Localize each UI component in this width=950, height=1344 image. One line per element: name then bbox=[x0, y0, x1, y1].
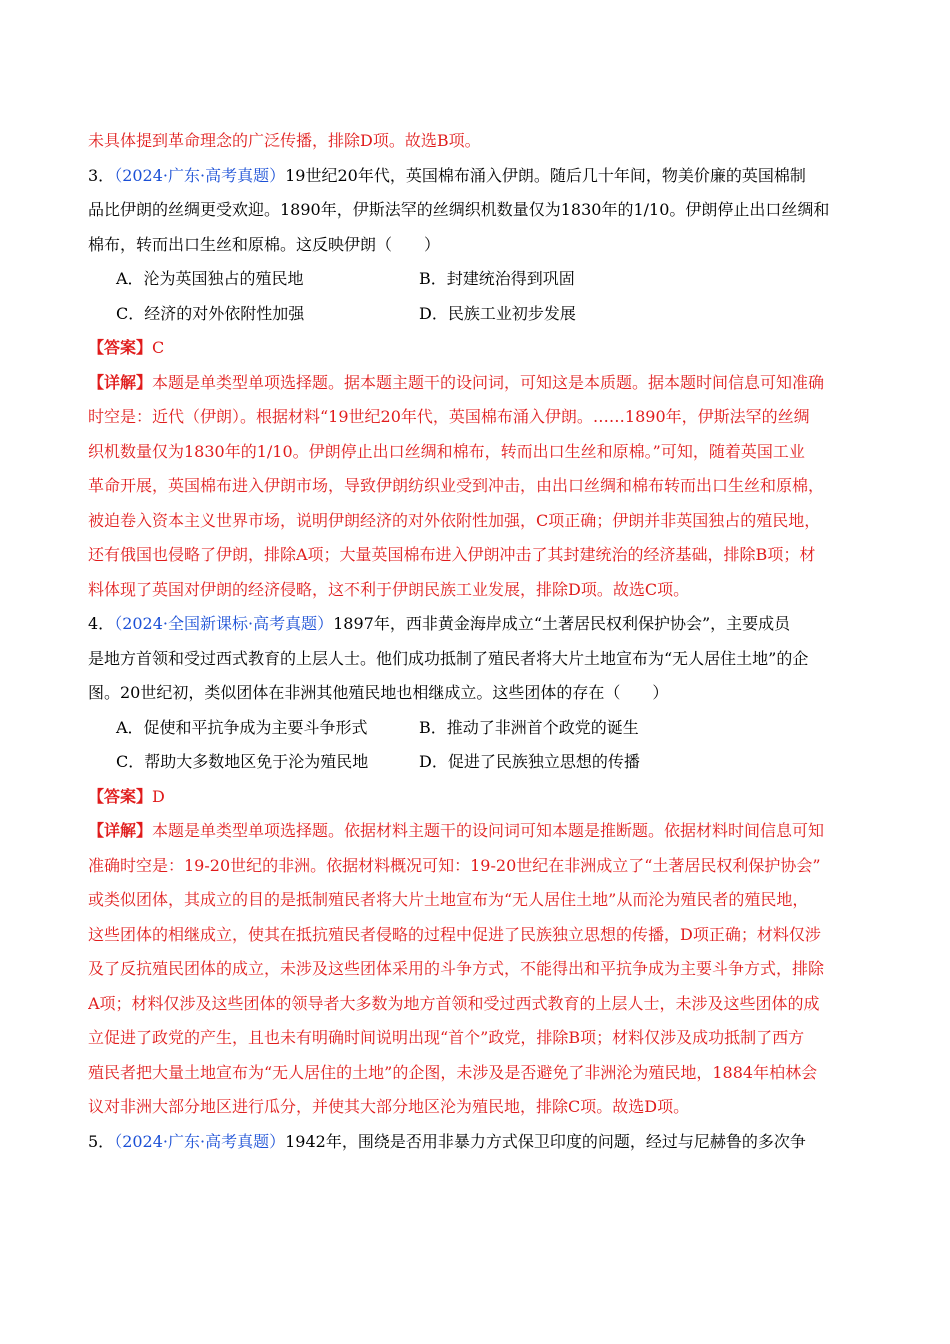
question-number: 3． bbox=[88, 165, 115, 185]
question-stem-line: 图。20世纪初，类似团体在非洲其他殖民地也相继成立。这些团体的存在（ ） bbox=[88, 683, 669, 702]
option-a: A．沦为英国独占的殖民地 bbox=[116, 269, 304, 288]
detail-line: A项；材料仅涉及这些团体的领导者大多数为地方首领和受过西式教育的上层人士，未涉及这些团体的成 bbox=[88, 993, 820, 1013]
question-5 bbox=[88, 1125, 863, 1160]
answer-value: D bbox=[152, 786, 165, 806]
question-source: （2024·广东·高考真题） bbox=[114, 165, 286, 185]
question-stem-line bbox=[88, 1125, 863, 1160]
answer-line bbox=[88, 331, 863, 366]
option-b: B．推动了非洲首个政党的诞生 bbox=[419, 717, 639, 737]
question-stem-line: 品比伊朗的丝绸更受欢迎。1890年，伊斯法罕的丝绸织机数量仅为1830年的1/10。伊朗停止出口丝绸和 bbox=[88, 200, 830, 219]
question-number: 4． bbox=[88, 614, 115, 633]
question-number: 5． bbox=[88, 1131, 115, 1151]
option-d: D．民族工业初步发展 bbox=[419, 303, 576, 323]
answer-label: 【答案】 bbox=[88, 786, 153, 806]
detail-line: 殖民者把大量土地宣布为“无人居住的土地”的企图，未涉及是否避免了非洲沦为殖民地，1884年柏林会 bbox=[88, 1062, 818, 1082]
detail-line: 织机数量仅为1830年的1/10。伊朗停止出口丝绸和棉布，转而出口生丝和原棉。”可知，随着英国工业 bbox=[88, 441, 805, 461]
detail-line: 这些团体的相继成立，使其在抵抗殖民者侵略的过程中促进了民族独立思想的传播，D项正确；材料仅涉 bbox=[88, 924, 821, 944]
option-b: B．封建统治得到巩固 bbox=[419, 269, 575, 288]
detail-line: 被迫卷入资本主义世界市场，说明伊朗经济的对外依附性加强，C项正确；伊朗并非英国独占的殖民地， bbox=[88, 510, 821, 530]
detail-text: 本题是单类型单项选择题。据本题主题干的设问词，可知这是本质题。据本题时间信息可知准确 bbox=[152, 372, 825, 392]
detail-label: 【详解】 bbox=[88, 821, 153, 840]
options-row bbox=[88, 711, 863, 746]
detail-line: 立促进了政党的产生，且也未有明确时间说明出现“首个”政党，排除B项；材料仅涉及成功抵制了西方 bbox=[88, 1028, 805, 1047]
detail-text: 本题是单类型单项选择题。依据材料主题干的设问词可知本题是推断题。依据材料时间信息可知 bbox=[152, 821, 825, 840]
option-d: D．促进了民族独立思想的传播 bbox=[419, 752, 640, 771]
detail-line: 准确时空是：19-20世纪的非洲。依据材料概况可知：19-20世纪在非洲成立了“土著居民权利保护协会” bbox=[88, 855, 821, 875]
question-stem-text: 19世纪20年代，英国棉布涌入伊朗。随后几十年间，物美价廉的英国棉制 bbox=[285, 165, 806, 185]
detail-line: 及了反抗殖民团体的成立，未涉及这些团体采用的斗争方式，不能得出和平抗争成为主要斗争方式，排除 bbox=[88, 959, 825, 978]
detail-line bbox=[88, 366, 863, 401]
options-row bbox=[88, 745, 863, 780]
detail-line: 还有俄国也侵略了伊朗，排除A项；大量英国棉布进入伊朗冲击了其封建统治的经济基础，排除B项；材 bbox=[88, 545, 816, 564]
document-page bbox=[88, 124, 863, 1159]
previous-explanation-end: 未具体提到革命理念的广泛传播，排除D项。故选B项。 bbox=[88, 131, 481, 150]
option-c: C．帮助大多数地区免于沦为殖民地 bbox=[116, 752, 369, 771]
answer-value: C bbox=[152, 338, 165, 357]
question-stem-line bbox=[88, 159, 863, 194]
question-stem-text: 1942年，围绕是否用非暴力方式保卫印度的问题，经过与尼赫鲁的多次争 bbox=[285, 1131, 806, 1151]
detail-line: 革命开展，英国棉布进入伊朗市场，导致伊朗纺织业受到冲击，由出口丝绸和棉布转而出口生丝和原棉， bbox=[88, 476, 825, 495]
detail-line bbox=[88, 814, 863, 849]
answer-line bbox=[88, 780, 863, 815]
question-stem-text: 1897年，西非黄金海岸成立“土著居民权利保护协会”，主要成员 bbox=[333, 614, 791, 633]
options-row bbox=[88, 297, 863, 332]
option-a: A．促使和平抗争成为主要斗争形式 bbox=[116, 717, 368, 737]
question-stem-line: 是地方首领和受过西式教育的上层人士。他们成功抵制了殖民者将大片土地宣布为“无人居住土地”的企 bbox=[88, 648, 809, 668]
question-stem-line: 棉布，转而出口生丝和原棉。这反映伊朗（ ） bbox=[88, 234, 441, 254]
option-c: C．经济的对外依附性加强 bbox=[116, 303, 305, 323]
detail-line: 议对非洲大部分地区进行瓜分，并使其大部分地区沦为殖民地，排除C项。故选D项。 bbox=[88, 1097, 690, 1116]
options-row bbox=[88, 262, 863, 297]
question-3 bbox=[88, 159, 863, 608]
question-source: （2024·全国新课标·高考真题） bbox=[114, 614, 334, 633]
detail-line: 料体现了英国对伊朗的经济侵略，这不利于伊朗民族工业发展，排除D项。故选C项。 bbox=[88, 579, 690, 599]
question-stem-line bbox=[88, 607, 863, 642]
detail-line: 或类似团体，其成立的目的是抵制殖民者将大片土地宣布为“无人居住土地”从而沦为殖民者的殖民地， bbox=[88, 890, 809, 909]
question-source: （2024·广东·高考真题） bbox=[114, 1131, 286, 1151]
question-4 bbox=[88, 607, 863, 1125]
detail-label: 【详解】 bbox=[88, 372, 153, 392]
detail-line: 时空是：近代（伊朗）。根据材料“19世纪20年代，英国棉布涌入伊朗。……1890年，伊斯法罕的丝绸 bbox=[88, 407, 810, 426]
answer-label: 【答案】 bbox=[88, 338, 153, 357]
